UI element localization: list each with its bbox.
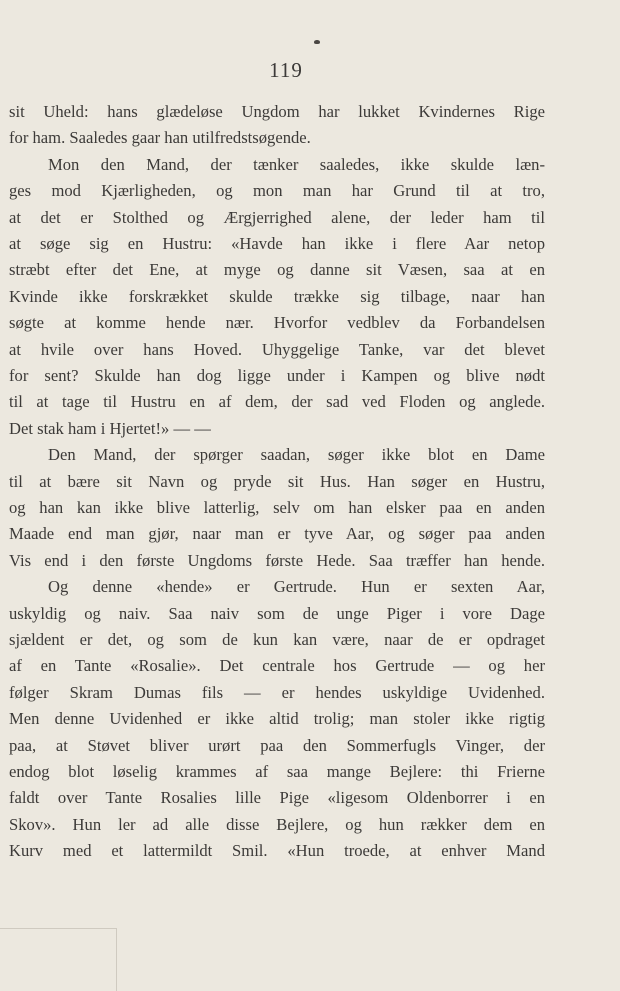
text-line: Maade end man gjør, naar man er tyve Aar, og søger paa anden: [9, 524, 545, 544]
text-line: til at bære sit Navn og pryde sit Hus. Han søger en Hustru,: [9, 471, 545, 491]
text-line: Men denne Uvidenhed er ikke altid trolig; man stoler ikke rigtig: [9, 709, 545, 729]
text-line: og han kan ikke blive latterlig, selv om han elsker paa en anden: [9, 498, 545, 517]
text-line: Skov». Hun ler ad alle disse Bejlere, og hun rækker dem en: [9, 814, 545, 834]
text-line: søgte at komme hende nær. Hvorfor vedblev da Forbandelsen: [9, 313, 545, 333]
text-line: at hvile over hans Hoved. Uhyggelige Tanke, var det blevet: [9, 339, 545, 359]
text-line: Kurv med et lattermildt Smil. «Hun troede, at enhver Mand: [9, 841, 545, 861]
text-line: Kvinde ikke forskrækket skulde trække sig tilbage, naar han: [9, 286, 545, 306]
text-line: sit Uheld: hans glædeløse Ungdom har lukket Kvindernes Rige: [9, 102, 545, 121]
text-line: for sent? Skulde han dog ligge under i Kampen og blive nødt: [9, 366, 545, 385]
paragraph-first-line: Den Mand, der spørger saadan, søger ikke blot en Dame: [48, 445, 545, 465]
ink-speck: [314, 40, 320, 44]
text-line: af en Tante «Rosalie». Det centrale hos Gertrude — og her: [9, 656, 545, 676]
text-line: følger Skram Dumas fils — er hendes uskyldige Uvidenhed.: [9, 682, 545, 702]
text-line: uskyldig og naiv. Saa naiv som de unge Piger i vore Dage: [9, 603, 545, 623]
text-line: endog blot løselig krammes af saa mange Bejlere: thi Frierne: [9, 762, 545, 781]
page-edge-mark: [0, 928, 117, 991]
page-number: 119: [269, 58, 303, 82]
paragraph-first-line: Og denne «hende» er Gertrude. Hun er sexten Aar,: [48, 577, 545, 597]
text-line: sjældent er det, og som de kun kan være, naar de er opdraget: [9, 630, 545, 649]
paragraph-first-line: Mon den Mand, der tænker saaledes, ikke skulde læn-: [48, 154, 545, 174]
text-line: ges mod Kjærligheden, og mon man har Grund til at tro,: [9, 181, 545, 201]
text-line: at det er Stolthed og Ærgjerrighed alene, der leder ham til: [9, 207, 545, 227]
text-line: for ham. Saaledes gaar han utilfredstsøgende.: [9, 128, 311, 148]
text-line: stræbt efter det Ene, at myge og danne sit Væsen, saa at en: [9, 260, 545, 280]
text-line: faldt over Tante Rosalies lille Pige «ligesom Oldenborrer i en: [9, 788, 545, 808]
text-line: paa, at Støvet bliver urørt paa den Sommerfugls Vinger, der: [9, 735, 545, 755]
text-line: til at tage til Hustru en af dem, der sad ved Floden og anglede.: [9, 392, 545, 412]
text-line: Det stak ham i Hjertet!» — —: [9, 418, 211, 438]
text-line: at søge sig en Hustru: «Havde han ikke i flere Aar netop: [9, 234, 545, 253]
text-line: Vis end i den første Ungdoms første Hede. Saa træffer han hende.: [9, 550, 545, 570]
